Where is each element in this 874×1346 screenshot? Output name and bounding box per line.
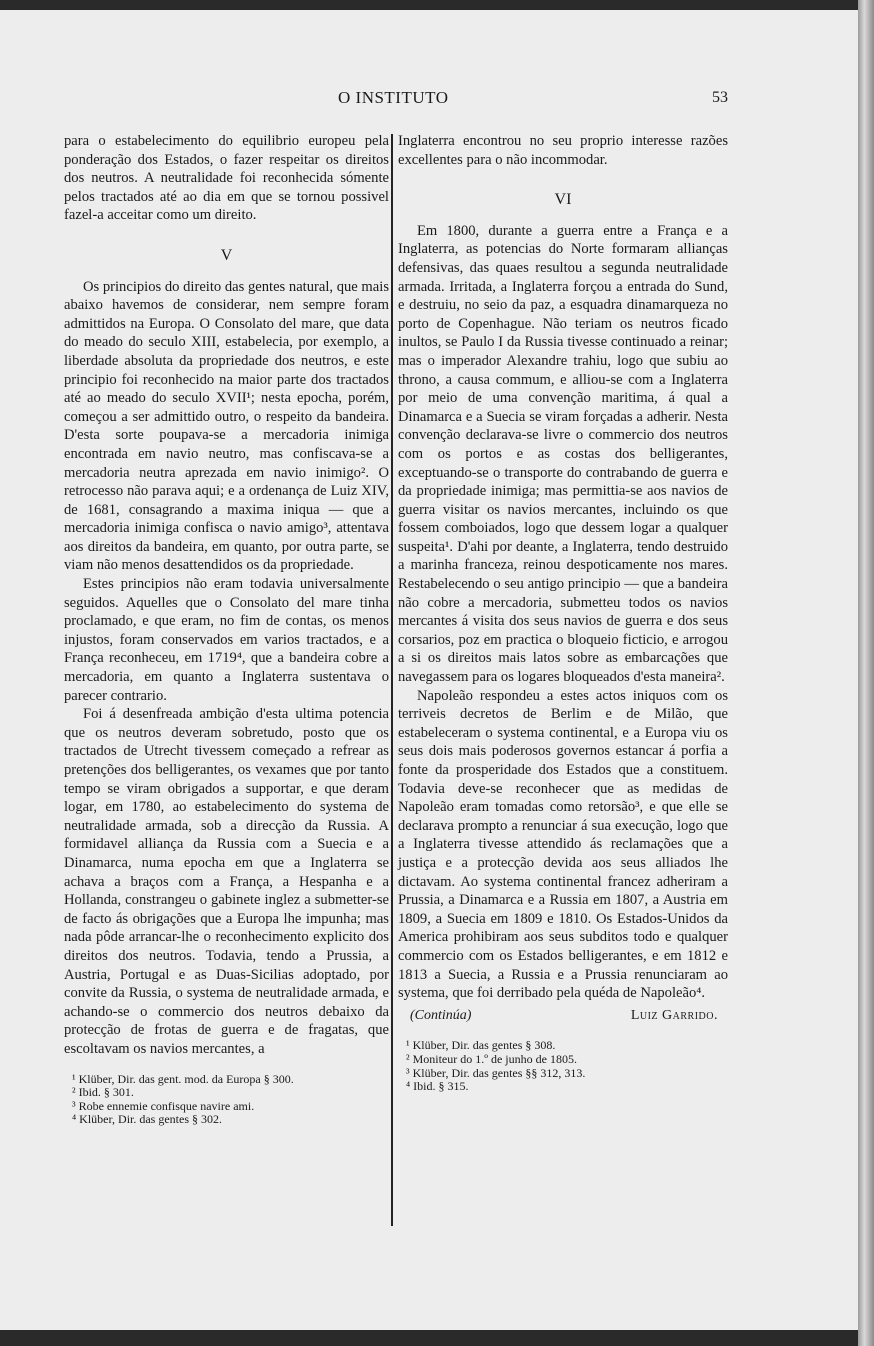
- section-heading-v: V: [220, 246, 233, 264]
- footnote: ³ Robe ennemie confisque navire ami.: [72, 1098, 255, 1113]
- book-spine-edge: [858, 0, 874, 1346]
- page-number: 53: [712, 89, 728, 106]
- continua-note: (Continúa): [410, 1007, 472, 1023]
- footnote: ¹ Klüber, Dir. das gentes § 308.: [406, 1038, 556, 1053]
- running-title: O INSTITUTO: [338, 88, 449, 107]
- paragraph: Foi á desenfreada ambição d'esta ultima potencia que os neutros deveram sobretudo, posto que os tractados de Utrecht tivessem começado a refrear as pretenções dos belligerantes, os vexames que por tanto tempo se viram obrigados a supportar, e que deram logar, em 1780, ao estabelecimento do systema de neutralidade armada, sob a direcção da Russia. A formidavel alliança da Russia com a Suecia e a Dinamarca, numa epocha em que a Inglaterra se achava a braços com a França, a Hespanha e a Hollanda, constrangeu o gabinete inglez a submetter-se de facto ás obrigações que a Europa lhe impunha; mas nada pôde arrancar-lhe o reconhecimento explicito dos direitos dos neutros. Todavia, tendo a Prussia, a Austria, Portugal e as Duas-Sicilias adoptado, por convite da Russia, o systema de neutralidade armada, e achando-se o commercio dos neutros debaixo da protecção de frotas de guerra e de fragatas, que escoltavam os navios mercantes, a: [64, 706, 389, 1057]
- footnotes-left: [64, 1073, 389, 1127]
- section-heading-vi: VI: [554, 191, 572, 209]
- paragraph: Os principios do direito das gentes natural, que mais abaixo havemos de considerar, nem sempre foram admittidos na Europa. O Consolato del mare, que data do meado do seculo XIII, estabelecia, por exemplo, a liberdade absoluta da propriedade dos neutros, e este principio foi reconhecido na maior parte dos tractados até ao meado do seculo XVII¹; nesta epocha, porém, começou a ser admittido outro, o respeito da bandeira. D'esta sorte poupava-se a mercadoria inimiga encontrada em navio neutro, mas confiscava-se a mercadoria neutra aprezada em navio inimigo². O retrocesso não parava aqui; e a ordenança de Luiz XIV, de 1681, consagrando a maxima iniqua — que a mercadoria inimiga confisca o navio amigo³, attentava aos direitos da bandeira, em quanto, por outra parte, se viam não menos desattendidos os da propriedade.: [64, 278, 389, 574]
- footnote: ² Moniteur do 1.º de junho de 1805.: [406, 1051, 577, 1066]
- paragraph: para o estabelecimento do equilibrio europeu pela ponderação dos Estados, o fazer respeitar os direitos dos neutros. A neutralidade foi reconhecida sómente pelos tractados até ao dia em que se tornou possivel fazel-a acceitar como um direito.: [64, 133, 389, 224]
- footnote: ² Ibid. § 301.: [72, 1085, 134, 1100]
- paragraph: Estes principios não eram todavia universalmente seguidos. Aquelles que o Consolato del mare tinha proclamado, e que eram, no fim de contas, os menos injustos, foram conservados em varios tractados, e a França reconheceu, em 1719⁴, que a bandeira cobre a mercadoria, em quanto a Inglaterra sustentava o parecer contrario.: [64, 576, 389, 704]
- footnote: ⁴ Klüber, Dir. das gentes § 302.: [72, 1112, 223, 1127]
- paragraph: Napoleão respondeu a estes actos iniquos com os terriveis decretos de Berlim e de Milão, que estabeleceram o systema continental, e a Europa viu os seus dois mais poderosos governos estancar á porfia a fonte da prosperidade dos Estados que a constituem. Todavia deve-se reconhecer que as medidas de Napoleão eram tomadas como retorsão³, e que elle se declarava prompto a renunciar á sua execução, logo que a Inglaterra tivesse attendido ás reclamações que a justiça e a protecção devida aos seus alliados lhe dictavam. Ao systema continental francez adheriram a Prussia, a Dinamarca e a Russia em 1807, a Austria em 1809, a Suecia em 1809 e 1810. Os Estados-Unidos da America prohibiram aos seus subditos todo e qualquer commercio com os Estados belligerantes, e em 1812 e 1813 a Suecia, a Russia e a Prussia renunciaram ao systema, que foi derribado pela quéda de Napoleão⁴.: [398, 687, 728, 1002]
- page-header: [0, 88, 858, 112]
- paragraph: Inglaterra encontrou no seu proprio interesse razões excellentes para o não incommodar.: [398, 133, 728, 168]
- signoff: [398, 1007, 728, 1026]
- footnotes-right: [398, 1039, 728, 1093]
- footnote: ¹ Klüber, Dir. das gent. mod. da Europa § 300.: [72, 1071, 294, 1086]
- paragraph: Em 1800, durante a guerra entre a França e a Inglaterra, as potencias do Norte formaram allianças defensivas, das quaes resultou a segunda neutralidade armada. Irritada, a Inglaterra forçou a entrada do Sund, e destruiu, no seio da paz, a esquadra dinamarqueza no porto de Copenhague. Não teriam os neutros ficado inultos, se Paulo I da Russia tivesse continuado a reinar; mas o imperador Alexandre trahiu, logo que subiu ao throno, a causa commum, e alliou-se com a Inglaterra por meio de uma convenção maritima, á qual a Dinamarca e a Suecia se viram forçadas a adherir. Nesta convenção declarava-se livre o commercio dos neutros com os portos e as costas dos belligerantes, exceptuando-se o transporte do contrabando de guerra e da propriedade inimiga; mas permittia-se aos navios de guerra visitar os navios mercantes, incluindo os que fossem comboiados, logo que dessem logar a qualquer suspeita¹. D'ahi por deante, a Inglaterra, tendo destruido a marinha franceza, reinou despoticamente nos mares. Restabelecendo o seu antigo principio — que a bandeira não cobre a mercadoria, submetteu todos os navios mercantes á visita dos seus navios de guerra e dos seus corsarios, poz em practica o bloqueio ficticio, e arrogou a si os direitos mais latos sobre as embarcações que navegassem para os logares bloqueados d'esta maneira².: [398, 222, 728, 686]
- right-column: [398, 132, 728, 1094]
- column-divider: [391, 134, 393, 1226]
- footnote: ⁴ Ibid. § 315.: [406, 1079, 469, 1094]
- author-name: Luiz Garrido.: [630, 1007, 718, 1023]
- footnote: ³ Klüber, Dir. das gentes §§ 312, 313.: [406, 1065, 586, 1080]
- left-column: [64, 132, 389, 1127]
- book-page: [0, 10, 858, 1330]
